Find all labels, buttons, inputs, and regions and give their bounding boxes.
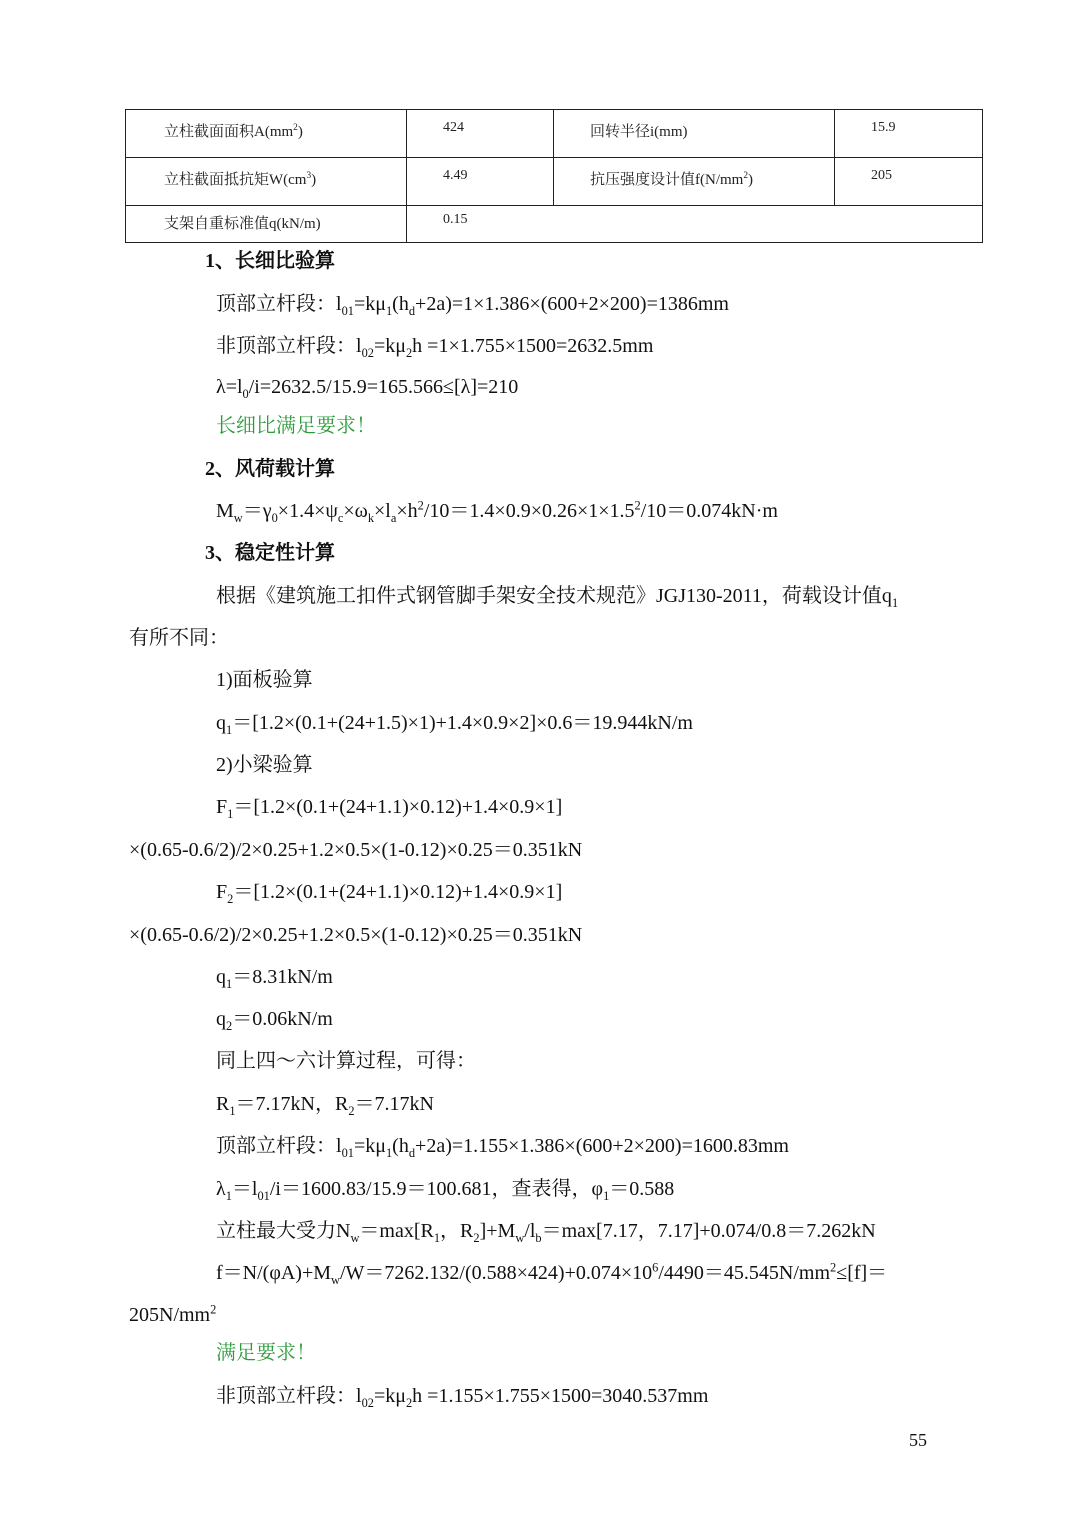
paragraph-line: 根据《建筑施工扣件式钢管脚手架安全技术规范》JGJ130-2011，荷载设计值$q_1$ [216,585,899,610]
table-cell: 4.49 [407,158,554,206]
formula-line: $\lambda_1=l_{01}/i=1600.83/15.9=100.681$，查表得，$\varphi_1=0.588$ [216,1178,675,1203]
formula-line: $R_1=7.17kN$，$R_2=7.17kN$ [216,1093,434,1118]
table-row [126,206,983,243]
sub-heading: 2)小梁验算 [216,754,313,776]
check-result: 长细比满足要求！ [216,415,376,437]
table-cell: 立柱截面面积$A(mm^2)$ [126,110,407,158]
formula-line: $\lambda=l_0/i=2632.5/15.9=165.566\le[\lambda]=210$ [216,376,519,401]
section-heading: 3、稳定性计算 [205,542,335,564]
formula-line: 非顶部立杆段：$l_{02}=k\mu_2h =1.155\times 1.755\times 1500=3040.537mm$ [216,1385,709,1410]
formula-line: ×(0.65-0.6/2)/2×0.25+1.2×0.5×(1-0.12)×0.25＝0.351kN [129,839,583,861]
formula-line: $M_w=\gamma_0\times 1.4\times\psi_c\times\omega_k\times l_a\times h^2/10=1.4\times 0.9\times 0.26\times 1\times 1.5^2/10=0.074kN\cdot m$ [216,498,778,525]
check-result: 满足要求！ [216,1342,316,1364]
table-row [126,110,983,158]
formula-line: $q_1=[1.2\times(0.1+(24+1.5)\times 1)+1.4\times 0.9\times 2]\times 0.6=19.944kN/m$ [216,712,693,737]
formula-line: $F_2=[1.2\times(0.1+(24+1.1)\times 0.12)+1.4\times 0.9\times 1]$ [216,881,563,906]
formula-line: ×(0.65-0.6/2)/2×0.25+1.2×0.5×(1-0.12)×0.25＝0.351kN [129,924,583,946]
sub-heading: 1)面板验算 [216,669,313,691]
section-heading: 1、长细比验算 [205,250,335,272]
formula-line: $f=N/(\varphi A)+M_w/W=7262.132/(0.588\times 424)+0.074\times 10^6/4490=45.545N/mm^2\le[f]=$ [216,1260,888,1287]
table-cell: 支架自重标准值q(kN/m) [126,206,407,243]
table-cell: 0.15 [407,206,983,243]
table-cell: 立柱截面抵抗矩$W(cm^3)$ [126,158,407,206]
formula-line: 非顶部立杆段：$l_{02}=k\mu_2h =1\times 1.755\times 1500=2632.5mm$ [216,335,654,360]
table-cell: 抗压强度设计值$f(N/mm^2)$ [554,158,835,206]
table-cell: 205 [835,158,983,206]
formula-line: 顶部立杆段：$l_{01}=k\mu_1(h_d+2a)=1\times 1.386\times(600+2\times 200)=1386mm$ [216,293,729,318]
table-cell: 15.9 [835,110,983,158]
formula-line: $205N/mm^2$ [129,1302,217,1326]
formula-line: $q_1=8.31kN/m$ [216,966,333,991]
table-row [126,158,983,206]
table-cell: 424 [407,110,554,158]
parameter-table [125,109,983,243]
section-heading: 2、风荷载计算 [205,458,335,480]
formula-line: $q_2=0.06kN/m$ [216,1008,333,1033]
formula-line: 顶部立杆段：$l_{01}=k\mu_1(h_d+2a)=1.155\times 1.386\times(600+2\times 200)=1600.83mm$ [216,1135,789,1160]
formula-line: 立柱最大受力$N_w=\max[R_1$，$R_2]+M_w/l_b=\max[7.17$，7.17]+0.074/0.8＝7.262kN [216,1220,876,1245]
table-cell: 回转半径i(mm) [554,110,835,158]
formula-line: $F_1=[1.2\times(0.1+(24+1.1)\times 0.12)+1.4\times 0.9\times 1]$ [216,796,563,821]
page-number: 55 [909,1430,927,1450]
paragraph-line: 同上四～六计算过程，可得： [216,1050,476,1072]
paragraph-line: 有所不同： [129,627,229,649]
